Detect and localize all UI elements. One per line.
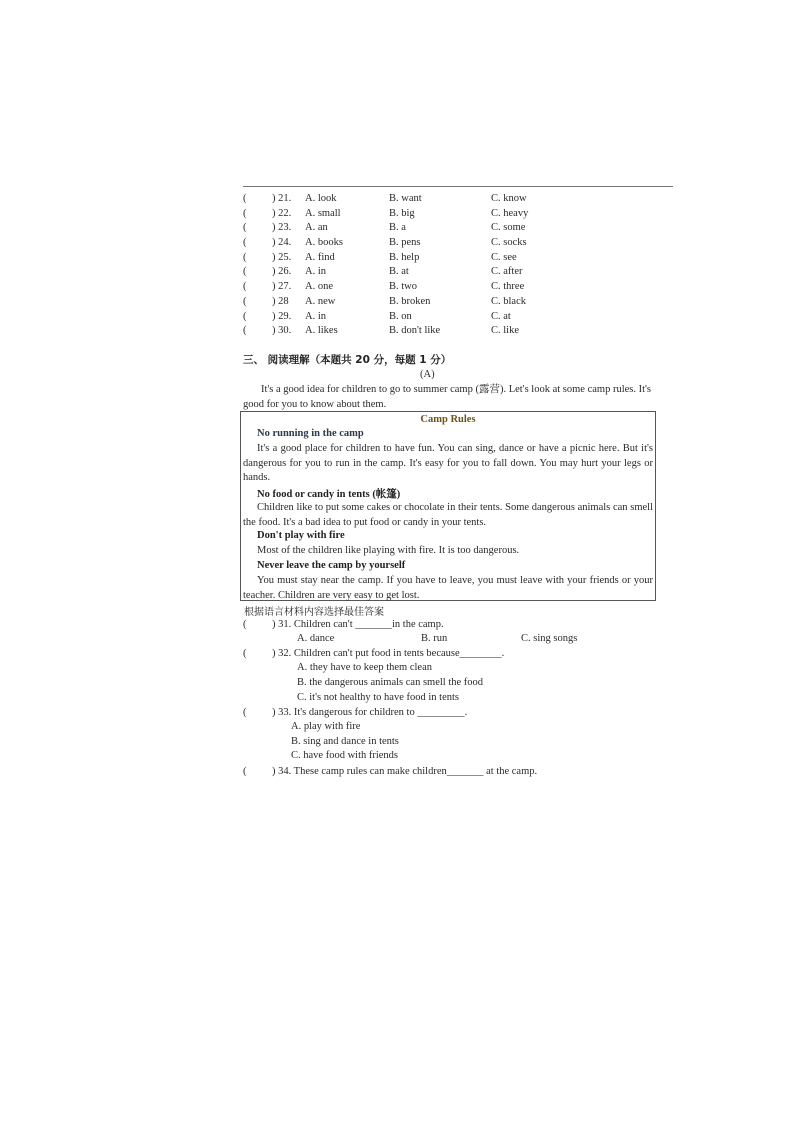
option-c: C. some	[491, 222, 526, 234]
mcq-row-24	[243, 236, 673, 251]
answer-paren[interactable]: (	[243, 281, 247, 293]
rule-text: Most of the children like playing with fire. It is too dangerous.	[257, 545, 520, 556]
question-number: ) 23.	[272, 222, 292, 234]
option-a: A. likes	[305, 325, 338, 337]
rule-text: You must stay near the camp. If you have to leave, you must leave with your friends or your teacher. Children are very easy to get lost.	[243, 575, 653, 601]
question-number: ) 25.	[272, 251, 292, 263]
rule-heading: Never leave the camp by yourself	[257, 560, 406, 571]
option-a: A. books	[305, 237, 343, 249]
answer-paren[interactable]: (	[243, 707, 247, 718]
question-number: ) 30.	[272, 325, 292, 337]
option-a: A. look	[305, 193, 337, 204]
answer-paren[interactable]: (	[243, 207, 247, 219]
cloze-options	[243, 192, 673, 339]
camp-rules-title: Camp Rules	[420, 414, 476, 425]
option-c: C. it's not healthy to have food in tents	[297, 692, 459, 703]
top-divider	[243, 186, 673, 187]
option-b: B. don't like	[389, 325, 441, 337]
option-c: C. after	[491, 266, 523, 278]
option-a: A. small	[305, 207, 341, 219]
mcq-row-30	[243, 324, 673, 339]
mcq-row-26	[243, 265, 673, 280]
option-b: B. a	[389, 222, 406, 234]
question-stem: ) 32. Children can't put food in tents because________.	[272, 648, 505, 659]
option-a: A. in	[305, 310, 326, 322]
reading-intro: It's a good idea for children to go to summer camp (露营). Let's look at some camp rules. It's good for you to know about them.	[243, 384, 651, 410]
question-number: ) 29.	[272, 310, 292, 322]
option-b: B. the dangerous animals can smell the food	[297, 677, 484, 688]
option-b: B. big	[389, 207, 415, 219]
option-c: C. know	[491, 193, 527, 204]
answer-paren[interactable]: (	[243, 295, 247, 307]
question-number: ) 24.	[272, 237, 292, 249]
option-c: C. see	[491, 251, 517, 263]
option-a: A. an	[305, 222, 328, 234]
option-c: C. black	[491, 295, 526, 307]
option-b: B. two	[389, 281, 418, 293]
part-label: (A)	[420, 369, 435, 380]
question-stem: ) 34. These camp rules can make children_______ at the camp.	[272, 766, 538, 777]
camp-rules-box	[240, 411, 656, 601]
option-a: A. play with fire	[291, 721, 361, 732]
option-c: C. sing songs	[521, 633, 578, 644]
rule-heading: No running in the camp	[257, 428, 364, 439]
option-a: A. in	[305, 266, 326, 278]
rule-heading: No food or candy in tents (帐篷)	[257, 489, 401, 500]
option-c: C. heavy	[491, 207, 529, 219]
option-b: B. sing and dance in tents	[291, 736, 399, 747]
answer-paren[interactable]: (	[243, 193, 247, 204]
option-b: B. help	[389, 251, 420, 263]
answer-paren[interactable]: (	[243, 222, 247, 234]
option-a: A. one	[305, 281, 333, 293]
option-b: B. pens	[389, 237, 421, 249]
question-number: ) 26.	[272, 266, 292, 278]
answer-paren[interactable]: (	[243, 266, 247, 278]
option-b: B. run	[421, 633, 448, 644]
question-number: ) 28	[272, 295, 289, 307]
option-a: A. find	[305, 251, 335, 263]
mcq-row-21	[243, 192, 673, 207]
rule-text: Children like to put some cakes or chocolate in their tents. Some dangerous animals can smell the food. It's a bad idea to put food or candy in your tents.	[243, 502, 653, 528]
answer-paren[interactable]: (	[243, 325, 247, 337]
answer-paren[interactable]: (	[243, 237, 247, 249]
mcq-row-27	[243, 280, 673, 295]
option-a: A. dance	[297, 633, 335, 644]
question-number: ) 27.	[272, 281, 292, 293]
rule-heading: Don't play with fire	[257, 530, 345, 541]
mcq-row-25	[243, 251, 673, 266]
option-c: C. like	[491, 325, 519, 337]
mcq-row-23	[243, 221, 673, 236]
option-a: A. they have to keep them clean	[297, 662, 432, 673]
question-number: ) 22.	[272, 207, 292, 219]
option-b: B. at	[389, 266, 409, 278]
question-stem: ) 31. Children can't _______in the camp.	[272, 619, 444, 630]
option-b: B. want	[389, 193, 422, 204]
section-title: 三、 阅读理解（本题共 20 分，每题 1 分）	[243, 354, 452, 366]
option-b: B. broken	[389, 295, 431, 307]
option-c: C. at	[491, 310, 511, 322]
mcq-row-28	[243, 295, 673, 310]
option-c: C. three	[491, 281, 525, 293]
option-c: C. have food with friends	[291, 750, 399, 761]
mcq-row-22	[243, 207, 673, 222]
question-stem: ) 33. It's dangerous for children to _________.	[272, 707, 468, 718]
instruction: 根据语言材料内容选择最佳答案	[244, 607, 384, 618]
rule-text: It's a good place for children to have fun. You can sing, dance or have a picnic here. But it's dangerous for you to run in the camp. It's easy for you to fall down. You may hurt your legs or hands.	[243, 443, 653, 484]
option-c: C. socks	[491, 237, 527, 249]
mcq-row-29	[243, 310, 673, 325]
question-number: ) 21.	[272, 193, 292, 204]
option-a: A. new	[305, 295, 336, 307]
answer-paren[interactable]: (	[243, 648, 247, 659]
option-b: B. on	[389, 310, 412, 322]
answer-paren[interactable]: (	[243, 766, 247, 777]
answer-paren[interactable]: (	[243, 251, 247, 263]
answer-paren[interactable]: (	[243, 619, 247, 630]
answer-paren[interactable]: (	[243, 310, 247, 322]
